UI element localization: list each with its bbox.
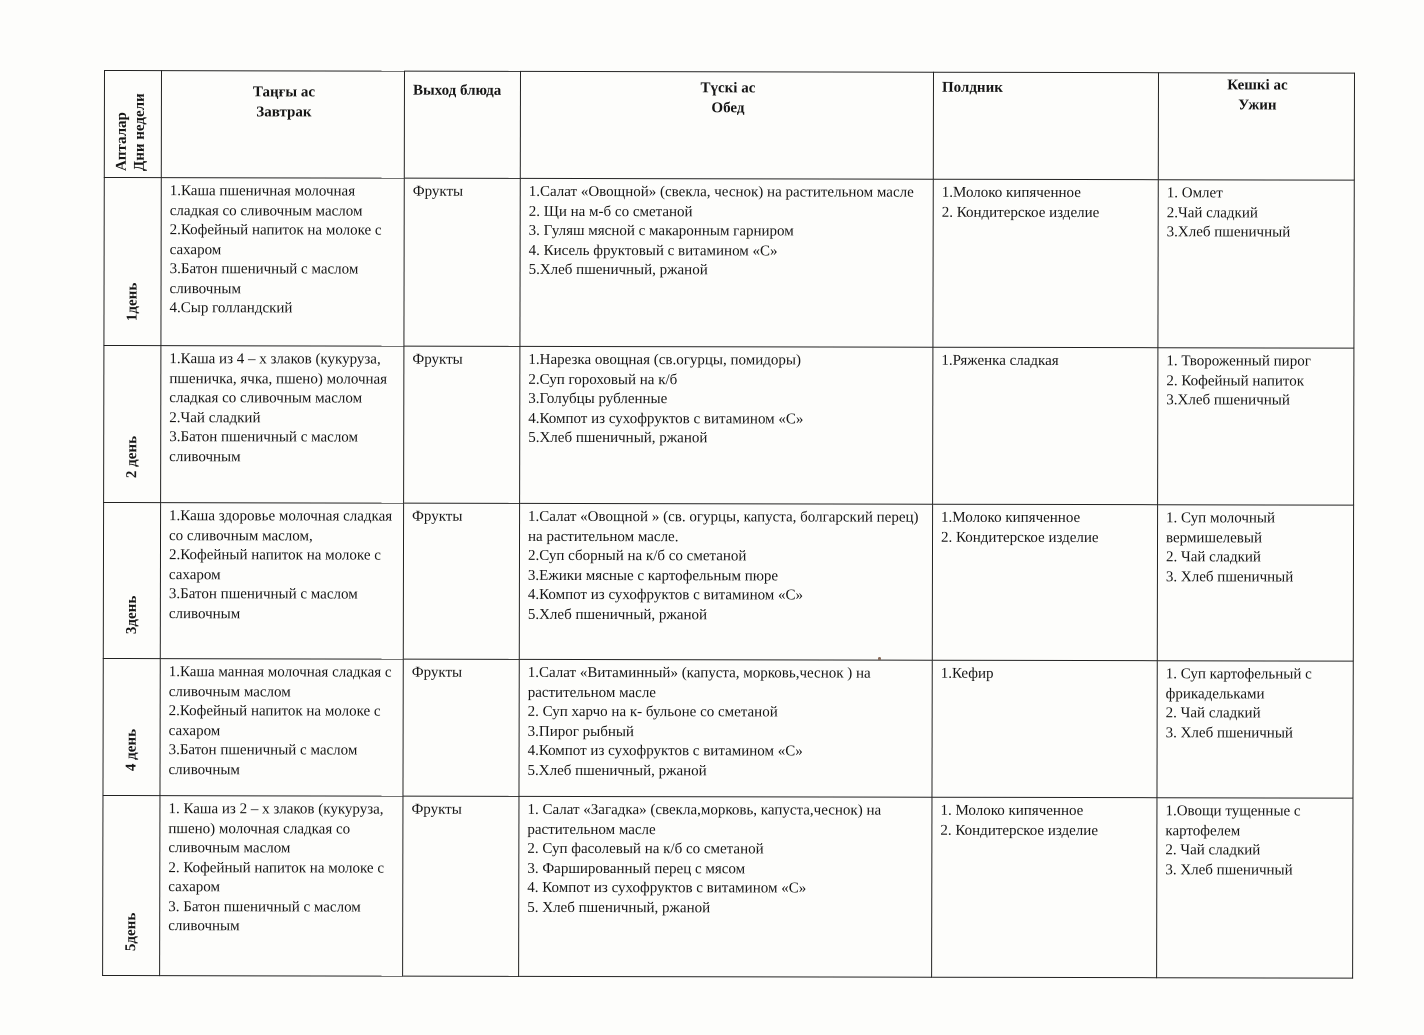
dinner-list [1166,352,1347,411]
lunch-item: 2. Суп фасолевый на к/б со сметаной [527,840,764,858]
lunch-list [527,801,925,919]
lunch-list [528,508,926,626]
day-cell [104,178,161,346]
snack-cell [932,660,1157,797]
lunch-item: 1.Салат «Витаминный» (капуста, морковь,чеснок ) на растительном масле [527,664,871,701]
lunch-item: 4.Компот из сухофруктов с витамином «С» [527,742,803,760]
dinner-header-kz: Кешкі ас [1227,77,1288,94]
portion-cell: Фрукты [403,796,519,976]
menu-body [103,178,1355,979]
breakfast-header-kz: Таңғы ас [252,84,316,101]
dinner-item: 3.Хлеб пшеничный [1166,224,1291,241]
portion-cell: Фрукты [404,178,520,346]
breakfast-item: 2.Чай сладкий [169,409,261,426]
lunch-item: 1.Нарезка овощная (св.огурцы, помидоры) [528,351,801,369]
dinner-item: 1. Омлет [1166,185,1223,202]
lunch-list [528,351,926,449]
day-label: 3день [123,595,140,635]
breakfast-item: 2. Кофейный напиток на молоке с сахаром [168,859,385,896]
portion-header: Выход блюда [404,71,520,178]
breakfast-item: 3.Батон пшеничный с маслом сливочным [169,261,359,297]
lunch-item: 1. Салат «Загадка» (свекла,морковь, капуста,чеснок) на растительном масле [527,801,882,838]
breakfast-cell [160,659,403,797]
dinner-item: 3. Хлеб пшеничный [1165,724,1293,741]
lunch-cell [519,503,932,660]
lunch-item: 2.Суп сборный на к/б со сметаной [527,547,747,565]
snack-cell [933,179,1158,347]
dinner-item: 3. Хлеб пшеничный [1165,568,1294,585]
lunch-item: 4.Компот из сухофруктов с витамином «С» [527,586,804,604]
dinner-cell [1157,798,1353,978]
snack-item: 2. Кондитерское изделие [940,822,1099,839]
lunch-item: 3.Ежики мясные с картофельным пюре [527,567,779,584]
breakfast-item: 3.Батон пшеничный с маслом сливочным [169,429,359,465]
lunch-list [529,183,927,281]
breakfast-cell [160,503,403,660]
header-row [104,71,1354,181]
breakfast-list [169,182,397,319]
lunch-cell [519,659,932,797]
snack-list [941,509,1151,548]
day-label: 4 день [123,728,140,772]
dinner-list [1167,184,1348,243]
dinner-item: 2. Чай сладкий [1165,842,1261,859]
lunch-item: 2. Щи на м-б со сметаной [528,203,693,220]
breakfast-list [169,350,397,467]
day-row [103,658,1353,798]
breakfast-item: 3.Батон пшеничный с маслом сливочным [168,742,358,778]
lunch-item: 5.Хлеб пшеничный, ржаной [528,261,708,279]
snack-cell [932,504,1157,660]
snack-item: 1.Ряженка сладкая [941,352,1059,370]
breakfast-header-ru: Завтрак [256,103,312,120]
portion-cell: Фрукты [403,659,519,796]
days-header-ru: Дни недели [131,93,148,172]
snack-item: 2. Кондитерское изделие [941,204,1100,221]
portion-cell: Фрукты [404,346,520,503]
lunch-item: 4. Компот из сухофруктов с витамином «С» [527,879,807,897]
dinner-item: 2. Чай сладкий [1165,705,1261,722]
snack-item: 1.Молоко кипяченное [941,184,1081,202]
menu-sheet [102,70,1354,981]
lunch-cell [520,346,933,504]
lunch-item: 5. Хлеб пшеничный, ржаной [527,899,711,916]
day-row [103,503,1353,662]
lunch-item: 3.Голубцы рубленные [528,390,668,408]
breakfast-list [169,507,397,624]
dinner-item: 3. Хлеб пшеничный [1165,861,1293,878]
dinner-item: 3.Хлеб пшеничный [1166,392,1290,409]
snack-list [942,184,1152,223]
breakfast-item: 1.Каша здоровье молочная сладкая со сливочным маслом, [169,508,393,544]
portion-cell: Фрукты [403,503,519,659]
lunch-header [520,71,933,179]
day-cell [103,658,160,795]
weekly-menu-table [102,70,1355,979]
lunch-item: 3.Пирог рыбный [527,723,634,740]
dinner-header-ru: Ужин [1238,96,1277,113]
snack-list [941,352,1151,372]
lunch-item: 4. Кисель фруктовый с витамином «С» [528,242,778,259]
lunch-item: 3. Фаршированный перец с мясом [527,860,746,877]
dinner-item: 1. Суп картофельный с фрикадельками [1165,666,1312,702]
dinner-cell [1158,180,1354,348]
day-label: 1день [124,282,141,322]
day-label: 2 день [124,435,141,479]
breakfast-item: 2.Кофейный напиток на молоке с сахаром [169,222,382,258]
breakfast-cell [160,796,403,977]
day-label: 5день [123,912,140,952]
snack-cell [932,797,1157,977]
breakfast-item: 1. Каша из 2 – х злаков (кукуруза, пшено) молочная сладкая со сливочным маслом [168,801,384,857]
dinner-header [1158,73,1354,180]
lunch-item: 2.Суп гороховый на к/б [528,371,678,388]
snack-item: 1. Молоко кипяченное [940,802,1084,820]
lunch-item: 5.Хлеб пшеничный, ржаной [527,762,707,779]
snack-list [940,802,1150,841]
lunch-item: 1.Салат «Овощной» (свекла, чеснок) на растительном масле [528,183,914,201]
breakfast-item: 1.Каша манная молочная сладкая с сливочным маслом [168,664,392,700]
scan-speck [878,657,881,660]
day-row [104,346,1354,506]
breakfast-cell [161,346,404,504]
dinner-list [1166,665,1347,743]
lunch-item: 5.Хлеб пшеничный, ржаной [528,429,708,447]
lunch-item: 5.Хлеб пшеничный, ржаной [527,606,708,623]
breakfast-item: 4.Сыр голландский [169,300,293,317]
dinner-item: 2.Чай сладкий [1166,204,1258,221]
dinner-item: 2. Кофейный напиток [1166,372,1305,390]
breakfast-list [169,663,397,780]
snack-list [941,665,1151,685]
lunch-item: 3. Гуляш мясной с макаронным гарниром [528,222,794,240]
breakfast-item: 1.Каша пшеничная молочная сладкая со сливочным маслом [169,183,363,220]
lunch-header-kz: Түскі ас [700,80,756,97]
day-row [103,795,1353,978]
dinner-item: 1. Суп молочный вермишелевый [1166,510,1276,546]
breakfast-item: 2.Кофейный напиток на молоке с сахаром [168,703,381,739]
days-header [104,71,161,178]
breakfast-item: 3.Батон пшеничный с маслом сливочным [168,586,358,622]
lunch-list [528,664,926,782]
dinner-list [1165,802,1346,880]
dinner-item: 1. Твороженный пирог [1166,353,1311,370]
breakfast-cell [161,178,404,347]
day-row [104,178,1354,349]
breakfast-item: 1.Каша из 4 – х злаков (кукуруза, пшеничка, ячка, пшено) молочная сладкая со сливочным маслом [169,351,388,407]
day-cell [103,795,160,975]
dinner-list [1166,509,1347,587]
day-cell [104,346,161,503]
days-header-kz: Апталар [113,112,130,172]
snack-item: 1.Кефир [940,665,994,682]
breakfast-list [168,800,396,937]
snack-cell [933,347,1158,504]
lunch-item: 2. Суп харчо на к- бульоне со сметаной [527,703,778,721]
lunch-item: 4.Компот из сухофруктов с витамином «С» [528,410,804,427]
dinner-cell [1157,661,1353,798]
lunch-item: 1.Салат «Овощной » (св. огурцы, капуста, болгарский перец) на растительном масле. [528,508,919,545]
lunch-cell [520,178,933,347]
lunch-header-ru: Обед [711,99,745,116]
dinner-item: 2. Чай сладкий [1165,549,1261,566]
dinner-cell [1158,348,1354,505]
dinner-cell [1157,505,1353,661]
snack-header: Полдник [933,72,1158,179]
day-cell [103,503,160,659]
breakfast-item: 3. Батон пшеничный с маслом сливочным [168,898,361,935]
snack-item: 2. Кондитерское изделие [941,529,1099,546]
dinner-item: 1.Овощи тущенные с картофелем [1165,803,1301,839]
snack-item: 1.Молоко кипяченное [941,509,1081,527]
breakfast-item: 2.Кофейный напиток на молоке с сахаром [168,547,381,583]
lunch-cell [519,796,932,977]
